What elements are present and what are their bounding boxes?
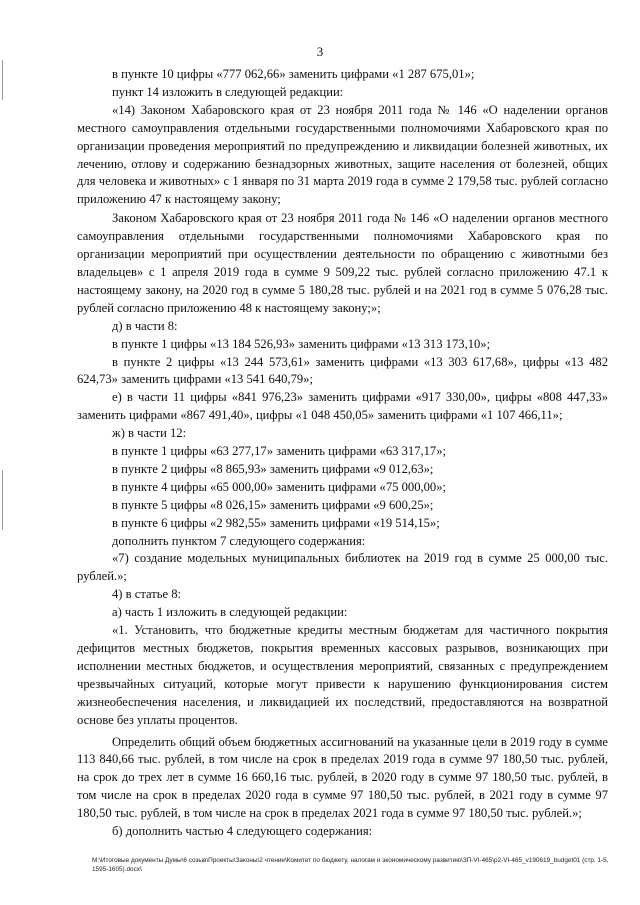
- paragraph: в пункте 2 цифры «8 865,93» заменить цифрами «9 012,63»;: [112, 461, 434, 476]
- file-path-footer: M:\Итоговые документы Думы\6 созыв\Проекты\Законы\2 чтение\Комитет по бюджету, налогам и экономическому развитию\ЗП-VI-465\р2-VI-465_v190619_budget01 (стр. 1-5, 1595-1605).docx\: [92, 857, 609, 873]
- paragraph: д) в части 8:: [112, 318, 178, 333]
- paragraph: в пункте 6 цифры «2 982,55» заменить цифрами «19 514,15»;: [112, 515, 440, 530]
- paragraph: «7) создание модельных муниципальных библиотек на 2019 год в сумме 25 000,00 тыс. рублей.»;: [77, 551, 608, 584]
- paragraph: в пункте 1 цифры «13 184 526,93» заменить цифрами «13 313 173,10»;: [112, 336, 491, 351]
- document-body: [77, 66, 608, 841]
- paragraph: Определить общий объем бюджетных ассигнований на указанные цели в 2019 году в сумме 113 840,66 тыс. рублей, в том числе на срок в пределах 2019 года в сумме 97 180,50 тыс. рублей, на срок до трех лет в сумме 16 660,16 тыс. рублей, в 2020 году в сумме 97 180,50 тыс. рублей, в том числе на срок в пределах 2020 года в сумме 97 180,50 тыс. рублей, в 2021 году в сумме 97 180,50 тыс. рублей, в том числе на срок в пределах 2021 года в сумме 97 180,50 тыс. рублей.»;: [77, 734, 608, 821]
- paragraph: б) дополнить частью 4 следующего содержания:: [112, 824, 373, 839]
- paragraph: в пункте 10 цифры «777 062,66» заменить цифрами «1 287 675,01»;: [112, 67, 475, 81]
- paragraph: «14) Законом Хабаровского края от 23 ноября 2011 года № 146 «О наделении органов местного самоуправления отдельными государственными полномочиями Хабаровского края по организации проведения мероприятий по предупреждению и ликвидации болезней животных, их лечению, отлову и содержанию безнадзорных животных, защите населения от болезней, общих для человека и животных» с 1 января по 31 марта 2019 года в сумме 2 179,58 тыс. рублей согласно приложению 47 к настоящему закону;: [77, 102, 608, 207]
- paragraph: в пункте 4 цифры «65 000,00» заменить цифрами «75 000,00»;: [112, 479, 447, 494]
- paragraph: ж) в части 12:: [112, 426, 187, 441]
- paragraph: в пункте 2 цифры «13 244 573,61» заменить цифрами «13 303 617,68», цифры «13 482 624,73» заменить цифрами «13 541 640,79»;: [77, 354, 608, 387]
- paragraph: 4) в статье 8:: [112, 587, 182, 602]
- paragraph: пункт 14 изложить в следующей редакции:: [112, 84, 344, 99]
- paragraph: «1. Установить, что бюджетные кредиты местным бюджетам для частичного покрытия дефицитов местных бюджетов, покрытия временных кассовых разрывов, возникающих при исполнении местных бюджетов, и осуществления мероприятий, связанных с предупреждением чрезвычайных ситуаций, которые могут привести к нарушению функционирования систем жизнеобеспечения населения, и ликвидацией их последствий, предоставляются на возвратной основе без уплаты процентов.: [77, 623, 608, 727]
- scan-edge-mark-bottom: [2, 470, 3, 530]
- paragraph: в пункте 1 цифры «63 277,17» заменить цифрами «63 317,17»;: [112, 444, 447, 459]
- paragraph: Законом Хабаровского края от 23 ноября 2011 года № 146 «О наделении органов местного самоуправления отдельными государственными полномочиями Хабаровского края по организации мероприятий при осуществлении деятельности по обращению с животными без владельцев» с 1 апреля 2019 года в сумме 9 509,22 тыс. рублей согласно приложению 47.1 к настоящему закону, на 2020 год в сумме 5 180,28 тыс. рублей и на 2021 год в сумме 5 076,28 тыс. рублей согласно приложению 48 к настоящему закону;»;: [77, 211, 608, 315]
- paragraph: в пункте 5 цифры «8 026,15» заменить цифрами «9 600,25»;: [112, 497, 434, 512]
- scan-edge-mark-top: [2, 60, 3, 100]
- paragraph: е) в части 11 цифры «841 976,23» заменить цифрами «917 330,00», цифры «808 447,33» заменить цифрами «867 491,40», цифры «1 048 450,05» заменить цифрами «1 107 466,11»;: [77, 390, 608, 423]
- paragraph: дополнить пунктом 7 следующего содержания:: [112, 533, 366, 548]
- paragraph: а) часть 1 изложить в следующей редакции:: [112, 605, 348, 620]
- page-number: 3: [316, 44, 324, 59]
